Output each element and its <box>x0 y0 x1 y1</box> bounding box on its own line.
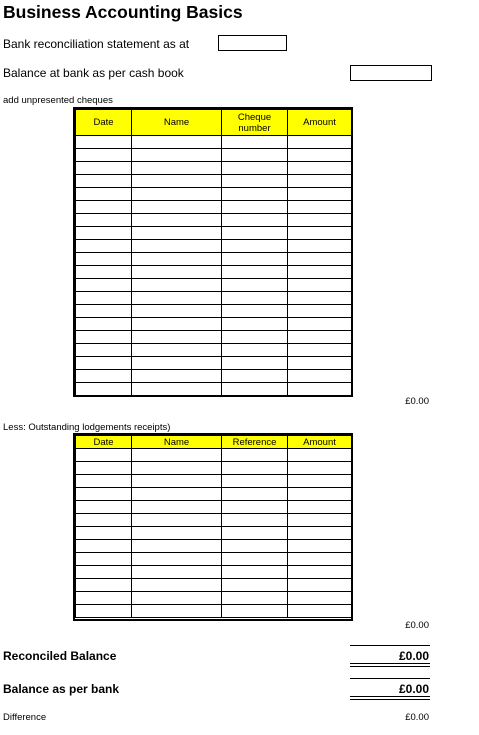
table-cell[interactable] <box>132 514 222 527</box>
reconciled-balance-label: Reconciled Balance <box>3 649 117 663</box>
table-cell[interactable] <box>222 149 288 162</box>
table-row <box>76 527 352 540</box>
lodgements-table <box>73 433 353 621</box>
cash-book-balance-label: Balance at bank as per cash book <box>3 66 184 80</box>
table-cell[interactable] <box>288 227 352 240</box>
table-cell[interactable] <box>132 357 222 370</box>
difference-label: Difference <box>3 712 47 723</box>
table-row <box>76 540 352 553</box>
table-row <box>76 201 352 214</box>
table-cell[interactable] <box>222 175 288 188</box>
table-cell[interactable] <box>222 553 288 566</box>
table-cell[interactable] <box>76 553 132 566</box>
table-cell[interactable] <box>76 501 132 514</box>
table-cell[interactable] <box>222 318 288 331</box>
table-cell[interactable] <box>132 175 222 188</box>
table-row <box>76 188 352 201</box>
table-cell[interactable] <box>222 449 288 462</box>
balance-per-bank-value: £0.00 <box>398 682 429 696</box>
table-cell[interactable] <box>76 292 132 305</box>
table-cell[interactable] <box>132 227 222 240</box>
table-cell[interactable] <box>76 227 132 240</box>
table-cell[interactable] <box>132 449 222 462</box>
table-cell[interactable] <box>132 579 222 592</box>
table-row <box>76 227 352 240</box>
table-cell[interactable] <box>76 605 132 618</box>
table-row <box>76 149 352 162</box>
table-cell[interactable] <box>132 318 222 331</box>
table-row <box>76 592 352 605</box>
table-cell[interactable] <box>132 592 222 605</box>
table-cell[interactable] <box>222 227 288 240</box>
table-row <box>76 501 352 514</box>
rule <box>350 666 430 667</box>
unpresented-cheques-table <box>73 107 353 397</box>
table-cell[interactable] <box>222 357 288 370</box>
table-cell[interactable] <box>76 566 132 579</box>
col-cheque-number: Cheque number <box>222 110 288 136</box>
table-cell[interactable] <box>288 462 352 475</box>
table-cell[interactable] <box>288 266 352 279</box>
table-cell[interactable] <box>288 370 352 383</box>
table-cell[interactable] <box>222 370 288 383</box>
table-row <box>76 162 352 175</box>
table-cell[interactable] <box>222 279 288 292</box>
table-row <box>76 553 352 566</box>
table-cell[interactable] <box>222 292 288 305</box>
col-name: Name <box>132 436 222 449</box>
table-cell[interactable] <box>222 240 288 253</box>
table-cell[interactable] <box>76 357 132 370</box>
table-cell[interactable] <box>76 266 132 279</box>
table-cell[interactable] <box>222 462 288 475</box>
table-cell[interactable] <box>288 488 352 501</box>
col-date: Date <box>76 436 132 449</box>
table-row <box>76 514 352 527</box>
table-row <box>76 253 352 266</box>
table-row <box>76 449 352 462</box>
table-cell[interactable] <box>132 488 222 501</box>
table-row <box>76 462 352 475</box>
col-amount: Amount <box>288 436 352 449</box>
table-cell[interactable] <box>222 383 288 396</box>
table-cell[interactable] <box>132 370 222 383</box>
table-cell[interactable] <box>288 449 352 462</box>
page-title: Business Accounting Basics <box>3 2 243 22</box>
table-cell[interactable] <box>288 201 352 214</box>
rule <box>350 645 430 646</box>
table-cell[interactable] <box>76 214 132 227</box>
table-row <box>76 214 352 227</box>
table-cell[interactable] <box>76 331 132 344</box>
table-cell[interactable] <box>222 344 288 357</box>
difference-value: £0.00 <box>405 712 429 723</box>
table-cell[interactable] <box>288 253 352 266</box>
table-cell[interactable] <box>132 475 222 488</box>
table-cell[interactable] <box>132 501 222 514</box>
table-cell[interactable] <box>288 514 352 527</box>
table-cell[interactable] <box>76 305 132 318</box>
table-cell[interactable] <box>288 344 352 357</box>
table-cell[interactable] <box>288 318 352 331</box>
col-name: Name <box>132 110 222 136</box>
table-cell[interactable] <box>222 266 288 279</box>
table-cell[interactable] <box>132 462 222 475</box>
rule <box>350 696 430 697</box>
table-cell[interactable] <box>288 579 352 592</box>
table-cell[interactable] <box>76 540 132 553</box>
table-cell[interactable] <box>222 527 288 540</box>
table-cell[interactable] <box>132 188 222 201</box>
table-cell[interactable] <box>76 449 132 462</box>
table-cell[interactable] <box>288 149 352 162</box>
table-row <box>76 318 352 331</box>
rule <box>350 678 430 679</box>
table-cell[interactable] <box>288 540 352 553</box>
table-cell[interactable] <box>132 305 222 318</box>
table-cell[interactable] <box>132 214 222 227</box>
table-cell[interactable] <box>76 475 132 488</box>
table-cell[interactable] <box>222 592 288 605</box>
col-amount: Amount <box>288 110 352 136</box>
table-cell[interactable] <box>76 344 132 357</box>
table-cell[interactable] <box>132 566 222 579</box>
table-cell[interactable] <box>288 175 352 188</box>
table-cell[interactable] <box>222 162 288 175</box>
table-cell[interactable] <box>222 331 288 344</box>
table-cell[interactable] <box>76 527 132 540</box>
table-cell[interactable] <box>132 136 222 149</box>
table-cell[interactable] <box>222 488 288 501</box>
table-cell[interactable] <box>288 214 352 227</box>
table-cell[interactable] <box>288 527 352 540</box>
table-row <box>76 566 352 579</box>
reconciled-balance-value: £0.00 <box>398 649 429 663</box>
table-cell[interactable] <box>222 566 288 579</box>
col-date: Date <box>76 110 132 136</box>
table-cell[interactable] <box>288 162 352 175</box>
table-cell[interactable] <box>132 266 222 279</box>
table-cell[interactable] <box>76 279 132 292</box>
unpresented-cheques-heading: add unpresented cheques <box>3 95 113 106</box>
table-cell[interactable] <box>76 136 132 149</box>
table-cell[interactable] <box>76 488 132 501</box>
table-cell[interactable] <box>288 188 352 201</box>
table-cell[interactable] <box>76 201 132 214</box>
table-cell[interactable] <box>76 188 132 201</box>
table-cell[interactable] <box>222 253 288 266</box>
table-cell[interactable] <box>288 136 352 149</box>
table-cell[interactable] <box>132 383 222 396</box>
table-cell[interactable] <box>76 149 132 162</box>
cash-book-balance-input[interactable] <box>350 65 432 81</box>
table-cell[interactable] <box>288 592 352 605</box>
table-cell[interactable] <box>132 553 222 566</box>
table-cell[interactable] <box>288 383 352 396</box>
table-row <box>76 292 352 305</box>
table-row <box>76 305 352 318</box>
table-cell[interactable] <box>76 253 132 266</box>
table-cell[interactable] <box>288 475 352 488</box>
table-cell[interactable] <box>132 344 222 357</box>
table-row <box>76 357 352 370</box>
table-cell[interactable] <box>132 527 222 540</box>
table-cell[interactable] <box>132 149 222 162</box>
table-row <box>76 344 352 357</box>
table-cell[interactable] <box>222 605 288 618</box>
table-cell[interactable] <box>132 279 222 292</box>
table-cell[interactable] <box>76 462 132 475</box>
table-cell[interactable] <box>76 383 132 396</box>
table-cell[interactable] <box>222 136 288 149</box>
table-row <box>76 331 352 344</box>
table-cell[interactable] <box>76 370 132 383</box>
table-cell[interactable] <box>222 188 288 201</box>
table-row <box>76 136 352 149</box>
table-cell[interactable] <box>222 579 288 592</box>
table-cell[interactable] <box>222 214 288 227</box>
table-cell[interactable] <box>288 566 352 579</box>
table-row <box>76 279 352 292</box>
table-cell[interactable] <box>132 240 222 253</box>
table-cell[interactable] <box>76 175 132 188</box>
table-cell[interactable] <box>288 240 352 253</box>
lodgements-heading: Less: Outstanding lodgements receipts) <box>3 422 171 433</box>
table-row <box>76 383 352 396</box>
table-cell[interactable] <box>132 201 222 214</box>
table-cell[interactable] <box>288 279 352 292</box>
table-cell[interactable] <box>132 253 222 266</box>
table-cell[interactable] <box>288 357 352 370</box>
col-reference: Reference <box>222 436 288 449</box>
rule <box>350 699 430 700</box>
table-cell[interactable] <box>132 605 222 618</box>
table-cell[interactable] <box>76 514 132 527</box>
table-cell[interactable] <box>288 501 352 514</box>
table-cell[interactable] <box>132 540 222 553</box>
table-cell[interactable] <box>288 331 352 344</box>
table-row <box>76 240 352 253</box>
table-cell[interactable] <box>76 162 132 175</box>
table-row <box>76 175 352 188</box>
table-cell[interactable] <box>222 201 288 214</box>
table-row <box>76 370 352 383</box>
balance-per-bank-label: Balance as per bank <box>3 682 120 696</box>
table-row <box>76 605 352 618</box>
table-cell[interactable] <box>132 331 222 344</box>
unpresented-total: £0.00 <box>405 396 429 407</box>
rule <box>350 663 430 664</box>
table-row <box>76 266 352 279</box>
table-cell[interactable] <box>76 318 132 331</box>
table-cell[interactable] <box>288 305 352 318</box>
table-cell[interactable] <box>76 579 132 592</box>
table-cell[interactable] <box>288 292 352 305</box>
table-cell[interactable] <box>222 514 288 527</box>
statement-date-input[interactable] <box>218 35 287 51</box>
table-cell[interactable] <box>288 553 352 566</box>
statement-date-label: Bank reconciliation statement as at <box>3 37 190 51</box>
table-row <box>76 488 352 501</box>
table-cell[interactable] <box>222 540 288 553</box>
table-cell[interactable] <box>132 162 222 175</box>
table-cell[interactable] <box>222 305 288 318</box>
table-cell[interactable] <box>76 240 132 253</box>
table-cell[interactable] <box>132 292 222 305</box>
table-cell[interactable] <box>222 475 288 488</box>
lodgements-total: £0.00 <box>405 620 429 631</box>
table-row <box>76 475 352 488</box>
table-row <box>76 579 352 592</box>
table-cell[interactable] <box>222 501 288 514</box>
table-cell[interactable] <box>76 592 132 605</box>
table-cell[interactable] <box>288 605 352 618</box>
